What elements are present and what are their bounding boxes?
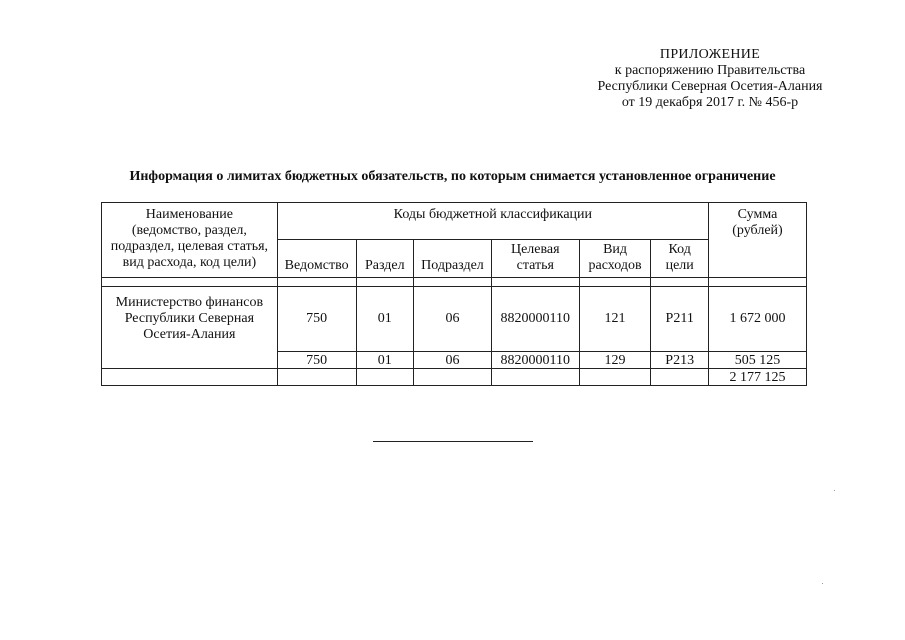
appendix-line-3: от 19 декабря 2017 г. № 456-р [621, 95, 799, 110]
total-empty-cell [102, 369, 278, 386]
cell-target: 8820000110 [491, 287, 579, 352]
limits-table [101, 202, 807, 386]
appendix-line-1: к распоряжению Правительства [614, 63, 806, 78]
header-name [102, 203, 278, 278]
header-goal-line: Код [668, 242, 691, 257]
cell-dept: 750 [277, 287, 356, 352]
org-name-line: Республики Северная [124, 311, 255, 326]
cell-goal: Р213 [651, 352, 709, 369]
total-row [102, 369, 807, 386]
appendix-block [560, 47, 860, 111]
spacer-cell [708, 278, 806, 287]
total-sum: 2 177 125 [708, 369, 806, 386]
header-name-line: вид расхода, код цели) [122, 255, 257, 270]
total-empty-cell [491, 369, 579, 386]
total-empty-cell [579, 369, 651, 386]
spacer-cell [491, 278, 579, 287]
document-title: Информация о лимитах бюджетных обязательств, по которым снимается установленное ограничение [129, 169, 776, 184]
header-section: Раздел [356, 240, 414, 278]
header-goal-line: цели [665, 258, 694, 273]
header-name-line: Наименование [145, 207, 233, 222]
cell-subsection: 06 [414, 287, 492, 352]
spacer-cell [102, 278, 278, 287]
cell-section: 01 [356, 352, 414, 369]
header-type-line: расходов [588, 258, 642, 273]
org-name-line: Министерство финансов [115, 295, 264, 310]
header-sum [708, 203, 806, 278]
total-empty-cell [651, 369, 709, 386]
header-goal [651, 240, 709, 278]
spacer-cell [651, 278, 709, 287]
total-empty-cell [277, 369, 356, 386]
cell-goal: Р211 [651, 287, 709, 352]
cell-target: 8820000110 [491, 352, 579, 369]
header-dept: Ведомство [277, 240, 356, 278]
header-target [491, 240, 579, 278]
org-name-cell [102, 287, 278, 369]
header-row [102, 203, 807, 240]
scan-speck [822, 583, 823, 584]
header-target-line: статья [516, 258, 554, 273]
header-target-line: Целевая [510, 242, 560, 257]
appendix-heading: ПРИЛОЖЕНИЕ [659, 47, 761, 62]
total-empty-cell [414, 369, 492, 386]
header-subsection: Подраздел [414, 240, 492, 278]
spacer-cell [277, 278, 356, 287]
total-empty-cell [356, 369, 414, 386]
cell-dept: 750 [277, 352, 356, 369]
header-sum-line: Сумма [737, 207, 778, 222]
header-type-line: Вид [603, 242, 628, 257]
header-name-line: подраздел, целевая статья, [110, 239, 269, 254]
cell-type: 121 [579, 287, 651, 352]
cell-subsection: 06 [414, 352, 492, 369]
table-row [102, 287, 807, 352]
header-type [579, 240, 651, 278]
spacer-row [102, 278, 807, 287]
header-sum-line: (рублей) [732, 223, 783, 238]
cell-sum: 505 125 [708, 352, 806, 369]
appendix-line-2: Республики Северная Осетия-Алания [597, 79, 823, 94]
cell-type: 129 [579, 352, 651, 369]
scan-speck [834, 490, 835, 491]
spacer-cell [579, 278, 651, 287]
cell-section: 01 [356, 287, 414, 352]
header-name-line: (ведомство, раздел, [131, 223, 247, 238]
org-name-line: Осетия-Алания [143, 327, 236, 342]
spacer-cell [356, 278, 414, 287]
closing-line [373, 441, 533, 442]
cell-sum: 1 672 000 [708, 287, 806, 352]
header-codes: Коды бюджетной классификации [277, 203, 708, 240]
spacer-cell [414, 278, 492, 287]
